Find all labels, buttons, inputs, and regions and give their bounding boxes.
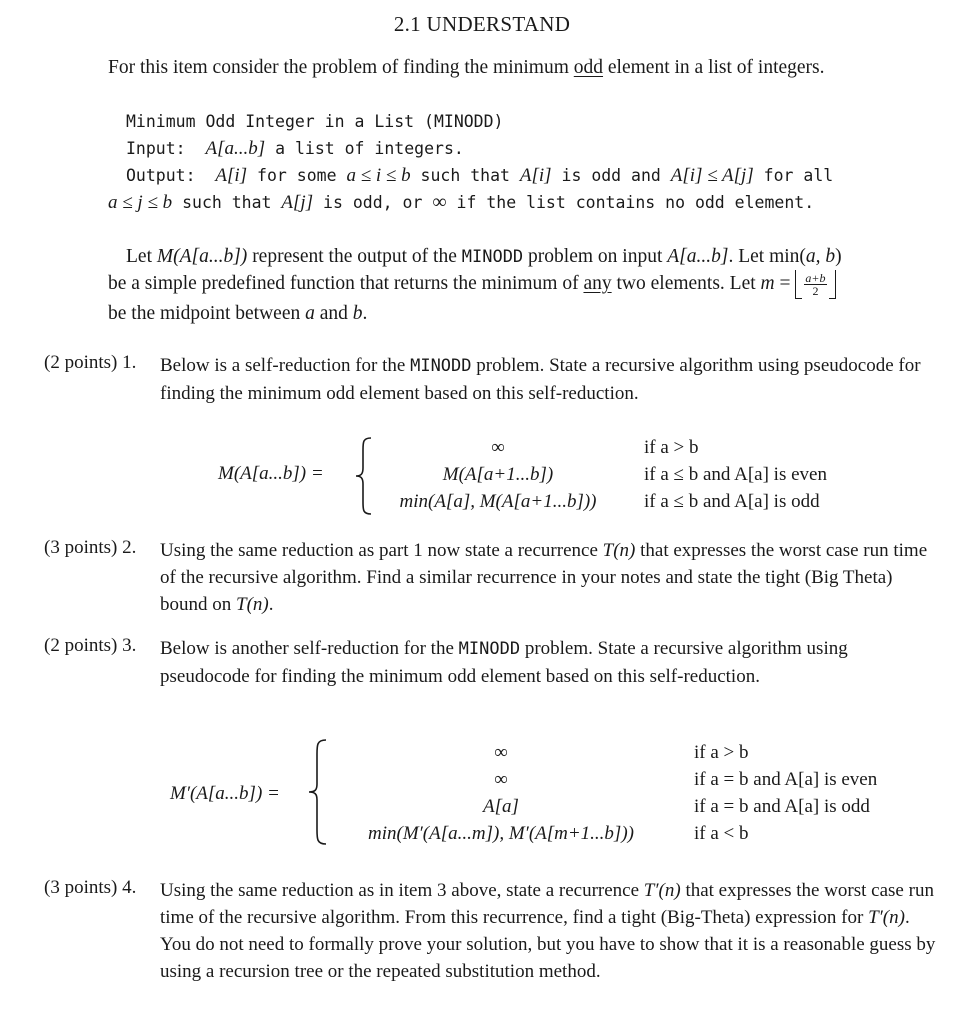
item-3-label: (2 points) 3. [44, 635, 137, 656]
eq2-brace [306, 738, 330, 846]
definitions-line3 [108, 300, 367, 327]
def-text: . [362, 303, 368, 324]
definitions-line1 [126, 243, 842, 271]
def-text: and [314, 303, 353, 324]
output-text: for some [257, 166, 337, 185]
midpoint-fraction [804, 272, 826, 297]
output-math: A[i] ≤ A[j] [670, 165, 754, 186]
output-math: A[i] [519, 165, 552, 186]
item-math: T(n) [602, 540, 636, 561]
input-math: A[a...b] [205, 138, 266, 159]
eq2-case4-cond: if a < b [694, 823, 749, 844]
eq1-expr: min(A[a], M(A[a+1...b])) [399, 491, 597, 512]
eq2-expr: ∞ [494, 742, 508, 763]
eq1-brace [353, 436, 375, 516]
item-2-label: (3 points) 2. [44, 537, 137, 558]
output-math: a ≤ j ≤ b [108, 192, 173, 213]
def-math: A[a...b] [667, 246, 729, 267]
eq2-case3-cond: if a = b and A[a] is odd [694, 796, 870, 817]
eq1-case3-cond: if a ≤ b and A[a] is odd [644, 491, 820, 512]
def-math: a, b [805, 246, 836, 267]
eq2-case4-expr [332, 820, 670, 847]
def-text: Let [126, 246, 157, 267]
eq2-expr: min(M′(A[a...m]), M′(A[m+1...b])) [368, 823, 634, 844]
fraction-denominator: 2 [812, 284, 819, 299]
eq1-expr: M(A[a+1...b]) [442, 464, 554, 485]
item-2-text [160, 537, 940, 618]
item-math: T′(n) [868, 907, 905, 928]
output-math: a ≤ i ≤ b [346, 165, 411, 186]
def-problem-name: MINODD [461, 247, 524, 267]
output-text: is odd and [561, 166, 661, 185]
item-problem-name: MINODD [410, 356, 472, 376]
item-text: Below is another self-reduction for the [160, 638, 459, 659]
output-text: such that [420, 166, 510, 185]
section-heading [0, 12, 964, 37]
def-math: m [760, 273, 775, 294]
problem-output-line1 [126, 162, 833, 189]
item-problem-name: MINODD [458, 639, 521, 659]
problem-output-line2 [108, 189, 814, 216]
def-math: a [305, 303, 315, 324]
item-math: T(n) [236, 594, 269, 615]
def-math: b [352, 303, 363, 324]
output-text: for all [763, 166, 834, 185]
section-title: UNDERSTAND [426, 12, 571, 36]
def-text: be a simple predefined function that returns the minimum of [108, 273, 584, 294]
eq1-expr: ∞ [491, 437, 505, 458]
item-1-text [160, 352, 940, 407]
floor-right-bracket [829, 270, 836, 299]
problem-name: Minimum Odd Integer in a List (MINODD) [126, 112, 504, 131]
item-3-text [160, 635, 940, 690]
intro-text-end: element in a list of integers. [603, 57, 825, 78]
def-text: = [774, 273, 796, 294]
item-text: . [268, 594, 274, 615]
def-underlined-word: any [583, 273, 612, 294]
output-label: Output: [126, 166, 196, 185]
eq1-lhs-math: M(A[a...b]) = [218, 463, 324, 484]
output-math: A[i] [215, 165, 248, 186]
item-text: Using the same reduction as in item 3 above, state a recurrence [160, 880, 644, 901]
intro-underlined-word: odd [573, 57, 604, 78]
eq1-lhs [218, 460, 324, 487]
eq1-case1-expr [376, 434, 620, 461]
eq2-case3-expr [332, 793, 670, 820]
output-text: such that [182, 193, 272, 212]
item-1-label: (2 points) 1. [44, 352, 137, 373]
eq2-lhs [170, 780, 280, 807]
eq2-case2-expr [332, 766, 670, 793]
infinity-symbol: ∞ [432, 191, 447, 213]
item-text: that expresses the worst case run time of the recursive algorithm. Find a similar recurrence in your notes and state the tight (Big Theta) bound on [160, 540, 928, 615]
output-text: if the list contains no odd element. [456, 193, 815, 212]
item-math: T′(n) [643, 880, 681, 901]
def-math: M(A[a...b]) [156, 246, 248, 267]
input-text: a list of integers. [275, 139, 464, 158]
input-label: Input: [126, 139, 186, 158]
item-text: problem. State a recursive algorithm using pseudocode for finding the minimum odd element based on this self-reduction. [160, 638, 848, 687]
intro-text: For this item consider the problem of finding the minimum [108, 57, 574, 78]
def-text: be the midpoint between [108, 303, 306, 324]
eq2-expr: A[a] [483, 796, 519, 817]
fraction-numerator: a+b [805, 271, 826, 286]
floor-left-bracket [795, 270, 802, 299]
definitions-line2 [108, 270, 836, 299]
eq2-case1-cond: if a > b [694, 742, 749, 763]
item-4-text [160, 877, 940, 985]
intro-paragraph [108, 54, 825, 81]
output-text: is odd, or [323, 193, 423, 212]
eq1-case2-expr [376, 461, 620, 488]
item-text: problem. State a recursive algorithm using pseudocode for finding the minimum odd element based on this self-reduction. [160, 355, 921, 404]
def-text: . Let min( [728, 246, 806, 267]
def-text: ) [835, 246, 842, 267]
item-text: . You do not need to formally prove your solution, but you have to show that it is a reasonable guess by using a recursion tree or the repeated substitution method. [160, 907, 936, 982]
item-text: Using the same reduction as part 1 now state a recurrence [160, 540, 603, 561]
eq2-case2-cond: if a = b and A[a] is even [694, 769, 878, 790]
def-text: represent the output of the [247, 246, 462, 267]
section-number: 2.1 [393, 12, 421, 36]
item-4-label: (3 points) 4. [44, 877, 137, 898]
item-text: Below is a self-reduction for the [160, 355, 411, 376]
def-text: problem on input [523, 246, 668, 267]
eq1-case3-expr [376, 488, 620, 515]
eq2-lhs-math: M′(A[a...b]) = [170, 783, 280, 804]
eq2-expr: ∞ [494, 769, 508, 790]
problem-input [126, 135, 464, 162]
item-text: that expresses the worst case run time of the recursive algorithm. From this recurrence, find a tight (Big-Theta) expression for [160, 880, 934, 928]
output-math: A[j] [281, 192, 314, 213]
eq2-case1-expr [332, 739, 670, 766]
eq1-case2-cond: if a ≤ b and A[a] is even [644, 464, 827, 485]
def-text: two elements. Let [611, 273, 761, 294]
eq1-case1-cond: if a > b [644, 437, 699, 458]
